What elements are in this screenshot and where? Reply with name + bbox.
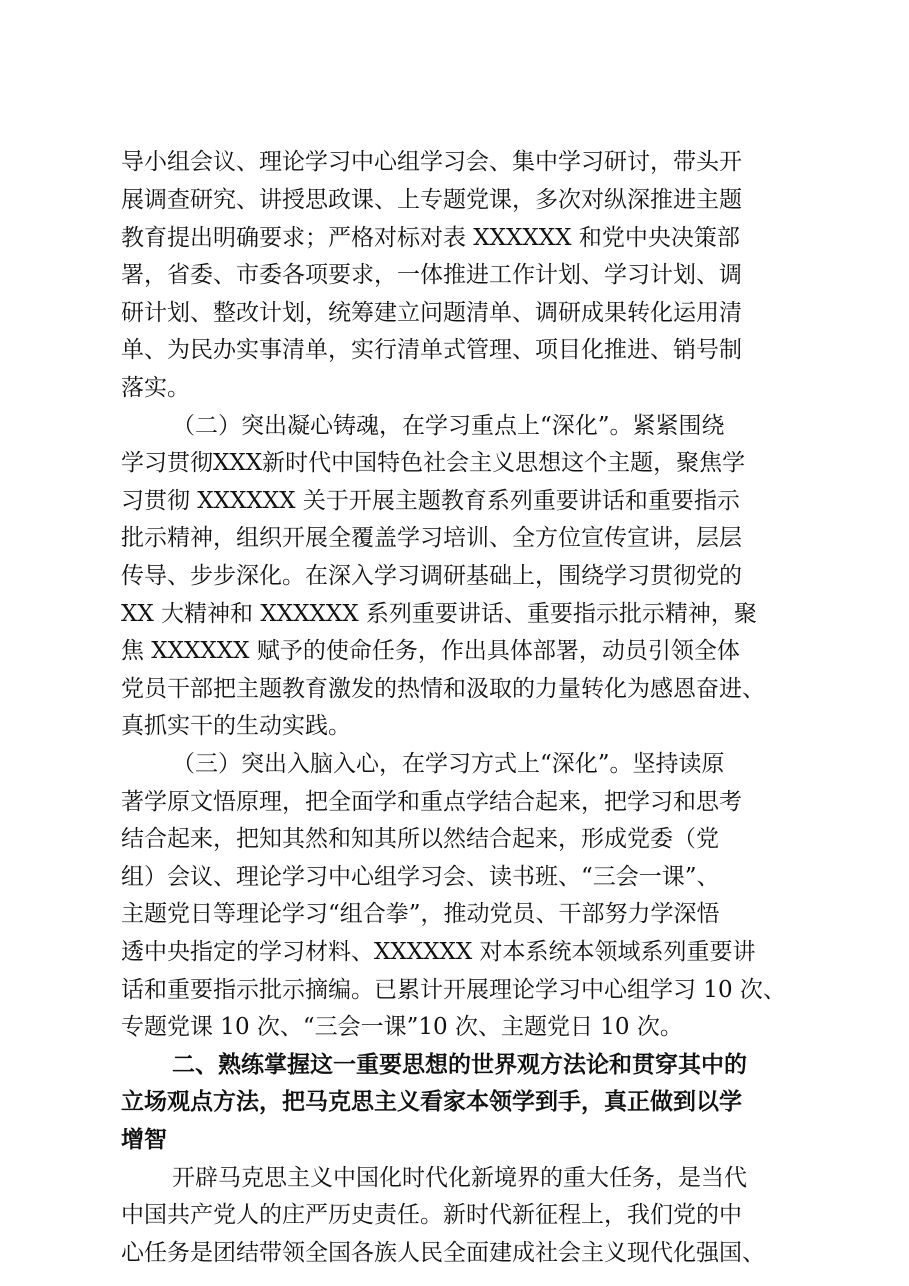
paragraph-line: 批示精神，组织开展全覆盖学习培训、全方位宣传宣讲，层层 [121,525,742,551]
paragraph-line: 开辟马克思主义中国化时代化新境界的重大任务，是当代 [172,1165,747,1191]
paragraph-line: 单、为民办实事清单，实行清单式管理、项目化推进、销号制 [121,337,742,363]
paragraph-line: 研计划、整改计划，统筹建立问题清单、调研成果转化运用清 [121,300,742,326]
paragraph-line: 焦 XXXXXX 赋予的使命任务，作出具体部署，动员引领全体 [121,638,740,664]
paragraph-line: 著学原文悟原理，把全面学和重点学结合起来，把学习和思考 [121,789,742,815]
chapter-heading: 立场观点方法，把马克思主义看家本领学到手，真正做到以学 [121,1089,742,1115]
paragraph-line: 展调查研究、讲授思政课、上专题党课，多次对纵深推进主题 [121,187,742,213]
paragraph-line: 学习贯彻XXX新时代中国特色社会主义思想这个主题，聚焦学 [121,450,746,476]
paragraph-line: 落实。 [121,375,190,401]
paragraph-line: 中国共产党人的庄严历史责任。新时代新征程上，我们党的中 [121,1202,742,1228]
paragraph-line: XX 大精神和 XXXXXX 系列重要讲话、重要指示批示精神，聚 [121,601,757,627]
paragraph-line: 习贯彻 XXXXXX 关于开展主题教育系列重要讲话和重要指示 [121,488,740,514]
section-heading-2: （二）突出凝心铸魂，在学习重点上“深化”。紧紧围绕 [172,413,725,439]
section-heading-3: （三）突出入脑入心，在学习方式上“深化”。坚持读原 [172,751,725,777]
paragraph-line: 主题党日等理论学习“组合拳”，推动党员、干部努力学深悟 [121,901,720,927]
paragraph-line: 透中央指定的学习材料、XXXXXX 对本系统本领域系列重要讲 [121,939,756,965]
paragraph-line: 组）会议、理论学习中心组学习会、读书班、“三会一课”、 [121,864,720,890]
paragraph-line: 话和重要指示批示摘编。已累计开展理论学习中心组学习 10 次、 [121,977,786,1003]
paragraph-line: 心任务是团结带领全国各族人民全面建成社会主义现代化强国、 [121,1240,765,1266]
paragraph-line: 真抓实干的生动实践。 [121,713,351,739]
chapter-heading: 增智 [121,1127,167,1153]
paragraph-line: 专题党课 10 次、“三会一课”10 次、主题党日 10 次。 [121,1014,683,1040]
paragraph-line: 教育提出明确要求；严格对标对表 XXXXXX 和党中央决策部 [121,225,740,251]
paragraph-line: 党员干部把主题教育激发的热情和汲取的力量转化为感恩奋进、 [121,676,765,702]
paragraph-line: 结合起来，把知其然和知其所以然结合起来，形成党委（党 [121,826,719,852]
paragraph-line: 导小组会议、理论学习中心组学习会、集中学习研讨，带头开 [121,149,742,175]
paragraph-line: 署，省委、市委各项要求，一体推进工作计划、学习计划、调 [121,262,742,288]
chapter-heading: 二、熟练掌握这一重要思想的世界观方法论和贯穿其中的 [172,1052,747,1078]
paragraph-line: 传导、步步深化。在深入学习调研基础上，围绕学习贯彻党的 [121,563,742,589]
